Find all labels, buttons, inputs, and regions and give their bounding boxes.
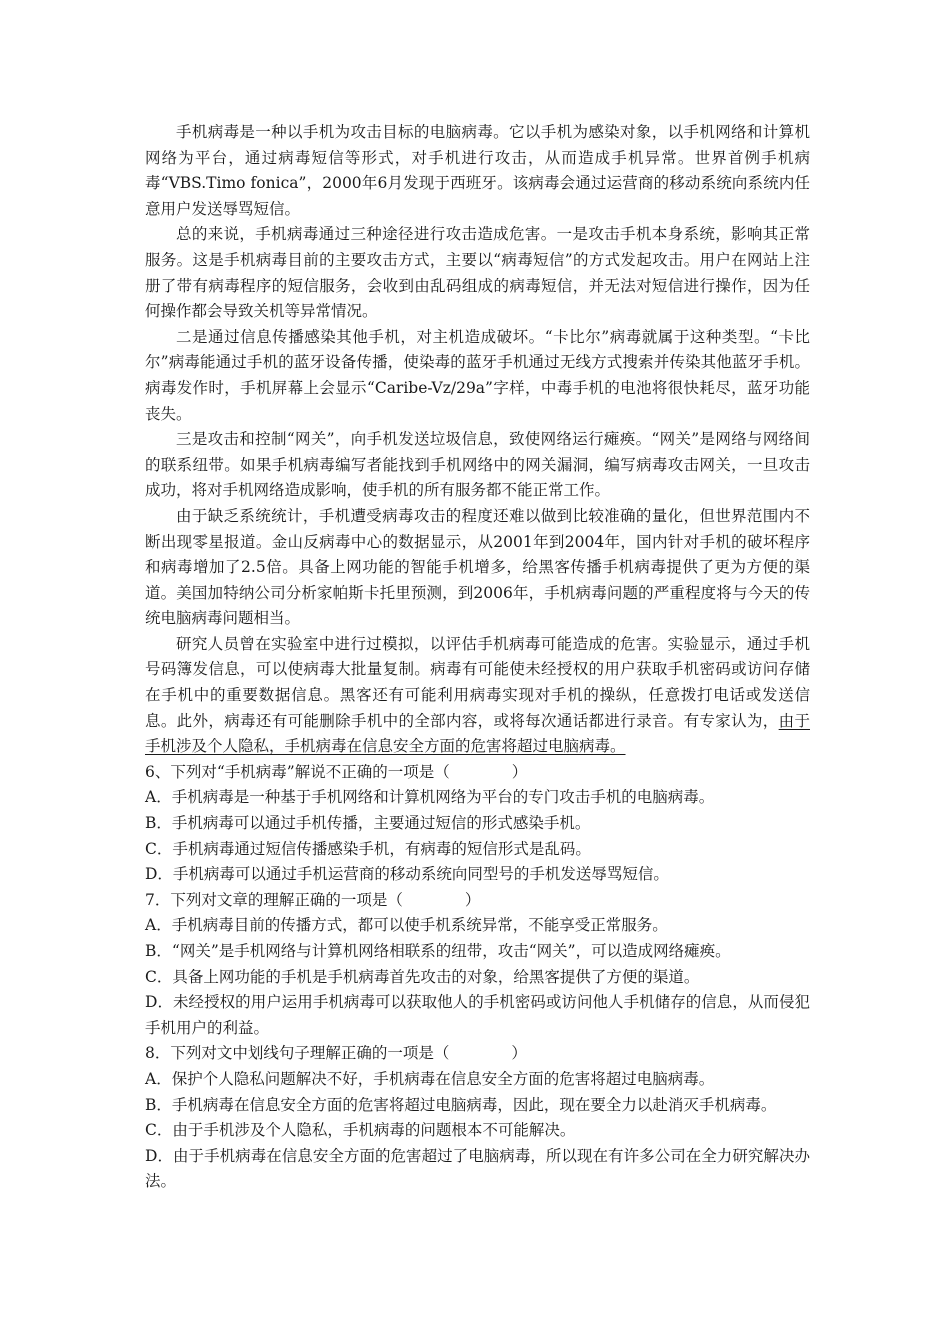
question-8 (145, 1041, 810, 1195)
option-d: D．未经授权的用户运用手机病毒可以获取他人的手机密码或访问他人手机储存的信息，从而侵犯手机用户的利益。 (145, 993, 810, 1037)
question-title: 6、下列对“手机病毒”解说不正确的一项是（ ） (145, 762, 528, 781)
option-a: A．手机病毒目前的传播方式，都可以使手机系统异常，不能享受正常服务。 (145, 916, 668, 935)
option-c: C．手机病毒通过短信传播感染手机，有病毒的短信形式是乱码。 (145, 839, 591, 858)
option-d: D．由于手机病毒在信息安全方面的危害超过了电脑病毒，所以现在有许多公司在全力研究解决办法。 (145, 1146, 810, 1191)
option-b: B．手机病毒在信息安全方面的危害将超过电脑病毒，因此，现在要全力以赴消灭手机病毒。 (145, 1095, 777, 1114)
passage-paragraph-5: 由于缺乏系统统计，手机遭受病毒攻击的程度还难以做到比较准确的量化，但世界范围内不断出现零星报道。金山反病毒中心的数据显示，从2001年到2004年，国内针对手机的破坏程序和病毒增加了2.5倍。具备上网功能的智能手机增多，给黑客传播手机病毒提供了更为方便的渠道。美国加特纳公司分析家帕斯卡托里预测，到2006年，手机病毒问题的严重程度将与今天的传统电脑病毒问题相当。 (145, 506, 810, 628)
question-title: 8．下列对文中划线句子理解正确的一项是（ ） (145, 1044, 527, 1063)
option-d: D．手机病毒可以通过手机运营商的移动系统向同型号的手机发送辱骂短信。 (145, 865, 669, 884)
option-b: B．“网关”是手机网络与计算机网络相联系的纽带，攻击“网关”，可以造成网络瘫痪。 (145, 942, 731, 960)
passage-paragraph-4: 三是攻击和控制“网关”，向手机发送垃圾信息，致使网络运行瘫痪。“网关”是网络与网络间的联系纽带。如果手机病毒编写者能找到手机网络中的网关漏洞，编写病毒攻击网关，一旦攻击成功，将对手机网络造成影响，使手机的所有服务都不能正常工作。 (145, 430, 810, 500)
question-7 (145, 888, 810, 1042)
passage-paragraph-6 (145, 632, 810, 760)
option-a: A．保护个人隐私问题解决不好，手机病毒在信息安全方面的危害将超过电脑病毒。 (145, 1069, 715, 1088)
option-b: B．手机病毒可以通过手机传播，主要通过短信的形式感染手机。 (145, 814, 591, 833)
option-a: A．手机病毒是一种基于手机网络和计算机网络为平台的专门攻击手机的电脑病毒。 (145, 788, 715, 807)
passage-paragraph-2: 总的来说，手机病毒通过三种途径进行攻击造成危害。一是攻击手机本身系统，影响其正常服务。这是手机病毒目前的主要攻击方式，主要以“病毒短信”的方式发起攻击。用户在网站上注册了带有病毒程序的短信服务，会收到由乱码组成的病毒短信，并无法对短信进行操作，因为任何操作都会导致关机等异常情况。 (145, 225, 810, 321)
option-c: C．具备上网功能的手机是手机病毒首先攻击的对象，给黑客提供了方便的渠道。 (145, 967, 700, 986)
option-c: C．由于手机涉及个人隐私，手机病毒的问题根本不可能解决。 (145, 1121, 576, 1140)
passage-paragraph-1: 手机病毒是一种以手机为攻击目标的电脑病毒。它以手机为感染对象，以手机网络和计算机网络为平台，通过病毒短信等形式，对手机进行攻击，从而造成手机异常。世界首例手机病毒“VBS.Timo fonica”，2000年6月发现于西班牙。该病毒会通过运营商的移动系统向系统内任意用户发送辱骂短信。 (145, 123, 810, 218)
passage-paragraph-3: 二是通过信息传播感染其他手机，对主机造成破坏。“卡比尔”病毒就属于这种类型。“卡比尔”病毒能通过手机的蓝牙设备传播，使染毒的蓝牙手机通过无线方式搜索并传染其他蓝牙手机。病毒发作时，手机屏幕上会显示“Caribe-Vz/29a”字样，中毒手机的电池将很快耗尽，蓝牙功能丧失。 (145, 327, 810, 423)
question-title: 7．下列对文章的理解正确的一项是（ ） (145, 890, 481, 909)
passage-paragraph-6-text: 研究人员曾在实验室中进行过模拟，以评估手机病毒可能造成的危害。实验显示，通过手机号码簿发信息，可以使病毒大批量复制。病毒有可能使未经授权的用户获取手机密码或访问存储在手机中的重要数据信息。黑客还有可能利用病毒实现对手机的操纵，任意拨打电话或发送信息。此外，病毒还有可能删除手机中的全部内容，或将每次通话都进行录音。有专家认为， (145, 634, 810, 730)
question-6 (145, 760, 810, 888)
document-page (145, 120, 810, 1195)
underlined-sentence: 由于手机涉及个人隐私，手机病毒在信息安全方面的危害将超过电脑病毒。 (145, 711, 810, 756)
